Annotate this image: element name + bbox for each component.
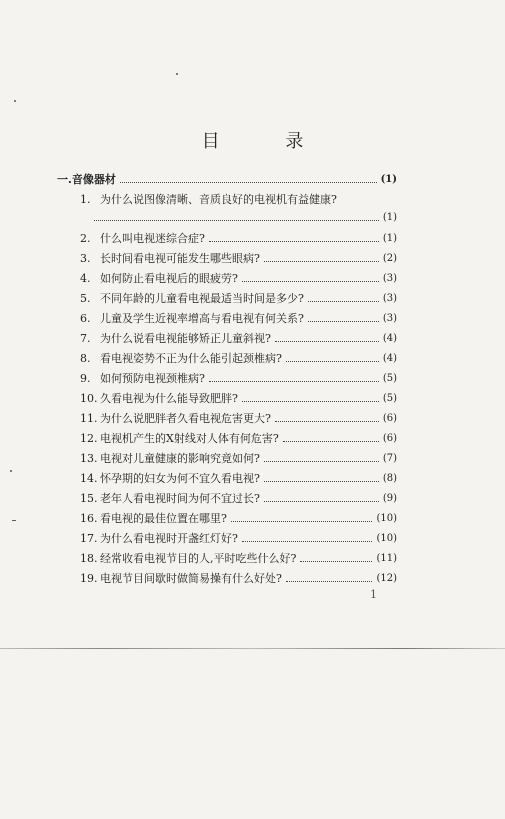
dot-leader <box>264 460 379 462</box>
entry-number: 17. <box>80 531 98 545</box>
toc-entry <box>80 469 397 487</box>
entry-number: 1. <box>80 192 91 206</box>
entry-number: 14. <box>80 471 98 485</box>
dot-leader <box>209 240 379 242</box>
entry-label: 为什么说图像清晰、音质良好的电视机有益健康? <box>100 193 337 206</box>
entry-page: (3) <box>382 292 397 304</box>
entry-number: 8. <box>80 351 91 365</box>
dot-leader <box>264 480 379 482</box>
page-number: 1 <box>370 588 377 601</box>
print-speck <box>14 100 16 102</box>
entry-page: (5) <box>382 372 397 384</box>
entry-number: 15. <box>80 491 98 505</box>
entry-label: 久看电视为什么能导致肥胖? <box>100 392 238 405</box>
toc-entry <box>80 190 397 208</box>
entry-page: (12) <box>376 572 397 584</box>
print-speck <box>176 73 178 75</box>
entry-page: (4) <box>382 352 397 364</box>
entry-page: (11) <box>376 552 397 564</box>
dot-leader <box>308 320 379 322</box>
entry-page: (10) <box>376 512 397 524</box>
dot-leader <box>275 340 379 342</box>
entry-label: 看电视姿势不正为什么能引起颈椎病? <box>100 352 282 365</box>
entry-number: 12. <box>80 431 98 445</box>
dot-leader <box>242 280 379 282</box>
entry-page: (9) <box>382 492 397 504</box>
entry-label: 电视机产生的X射线对人体有何危害? <box>100 432 279 445</box>
toc-entry <box>80 509 397 527</box>
entry-label: 怀孕期的妇女为何不宜久看电视? <box>100 472 260 485</box>
entry-number: 18. <box>80 551 98 565</box>
toc-entry <box>80 549 397 567</box>
dot-leader <box>209 380 379 382</box>
entry-label: 老年人看电视时间为何不宜过长? <box>100 492 260 505</box>
dot-leader <box>264 260 379 262</box>
entry-label: 为什么说肥胖者久看电视危害更大? <box>100 412 271 425</box>
toc-entry <box>80 269 397 287</box>
toc-entry <box>80 489 397 507</box>
entry-number: 2. <box>80 231 91 245</box>
print-speck <box>10 470 12 472</box>
dot-leader <box>242 400 379 402</box>
toc-entry <box>80 289 397 307</box>
entry-number: 19. <box>80 571 98 585</box>
entry-label: 长时间看电视可能发生哪些眼病? <box>100 252 260 265</box>
toc-entry <box>80 309 397 327</box>
toc-entry <box>80 229 397 247</box>
dot-leader <box>300 560 372 562</box>
entry-label: 电视对儿童健康的影响究竟如何? <box>100 452 260 465</box>
toc-entry <box>80 249 397 267</box>
entry-page: (3) <box>382 272 397 284</box>
entry-number: 7. <box>80 331 91 345</box>
dot-leader <box>283 440 379 442</box>
entry-number: 11. <box>80 411 98 425</box>
entry-number: 3. <box>80 251 91 265</box>
dot-leader <box>275 420 379 422</box>
entry-number: 4. <box>80 271 91 285</box>
dot-leader <box>231 520 373 522</box>
entry-page: (5) <box>382 392 397 404</box>
entry-label: 电视节目间歇时做简易操有什么好处? <box>100 572 282 585</box>
entry-label: 儿童及学生近视率增高与看电视有何关系? <box>100 312 304 325</box>
toc-entry <box>80 529 397 547</box>
dot-leader <box>120 181 377 183</box>
dot-leader <box>286 360 379 362</box>
dot-leader <box>94 219 379 221</box>
entry-label: 如何防止看电视后的眼疲劳? <box>100 272 238 285</box>
entry-number: 9. <box>80 371 91 385</box>
page-title: 目 录 <box>201 131 334 152</box>
toc-entry <box>80 429 397 447</box>
toc-entry <box>80 449 397 467</box>
toc-entry <box>80 349 397 367</box>
entry-number: 13. <box>80 451 98 465</box>
entry-number: 6. <box>80 311 91 325</box>
entry-label: 什么叫电视迷综合症? <box>100 232 205 245</box>
page-edge-rule <box>0 648 505 649</box>
entry-label: 为什么说看电视能够矫正儿童斜视? <box>100 332 271 345</box>
dot-leader <box>264 500 379 502</box>
entry-page: (6) <box>382 412 397 424</box>
toc-entry-continuation <box>90 208 397 226</box>
print-speck <box>12 520 16 521</box>
entry-page: (3) <box>382 312 397 324</box>
entry-label: 不同年龄的儿童看电视最适当时间是多少? <box>100 292 304 305</box>
entry-page: (2) <box>382 252 397 264</box>
entry-page: (1) <box>382 232 397 244</box>
entry-page: (8) <box>382 472 397 484</box>
entry-page: (6) <box>382 432 397 444</box>
entry-number: 5. <box>80 291 91 305</box>
dot-leader <box>286 580 373 582</box>
toc-entry <box>80 569 397 587</box>
entry-page: (4) <box>382 332 397 344</box>
section-page: (1) <box>380 173 397 185</box>
entry-page: (1) <box>382 211 397 223</box>
entry-number: 16. <box>80 511 98 525</box>
dot-leader <box>242 540 373 542</box>
entry-page: (7) <box>382 452 397 464</box>
toc-section-heading <box>57 170 397 188</box>
toc-entry <box>80 389 397 407</box>
dot-leader <box>308 300 379 302</box>
entry-page: (10) <box>376 532 397 544</box>
toc-entry <box>80 409 397 427</box>
entry-number: 10. <box>80 391 98 405</box>
toc-entry <box>80 369 397 387</box>
entry-label: 为什么看电视时开盏红灯好? <box>100 532 238 545</box>
section-label: 一.音像器材 <box>57 173 116 186</box>
entry-label: 经常收看电视节目的人,平时吃些什么好? <box>100 552 297 565</box>
entry-label: 看电视的最佳位置在哪里? <box>100 512 227 525</box>
entry-label: 如何预防电视颈椎病? <box>100 372 205 385</box>
toc-entry <box>80 329 397 347</box>
